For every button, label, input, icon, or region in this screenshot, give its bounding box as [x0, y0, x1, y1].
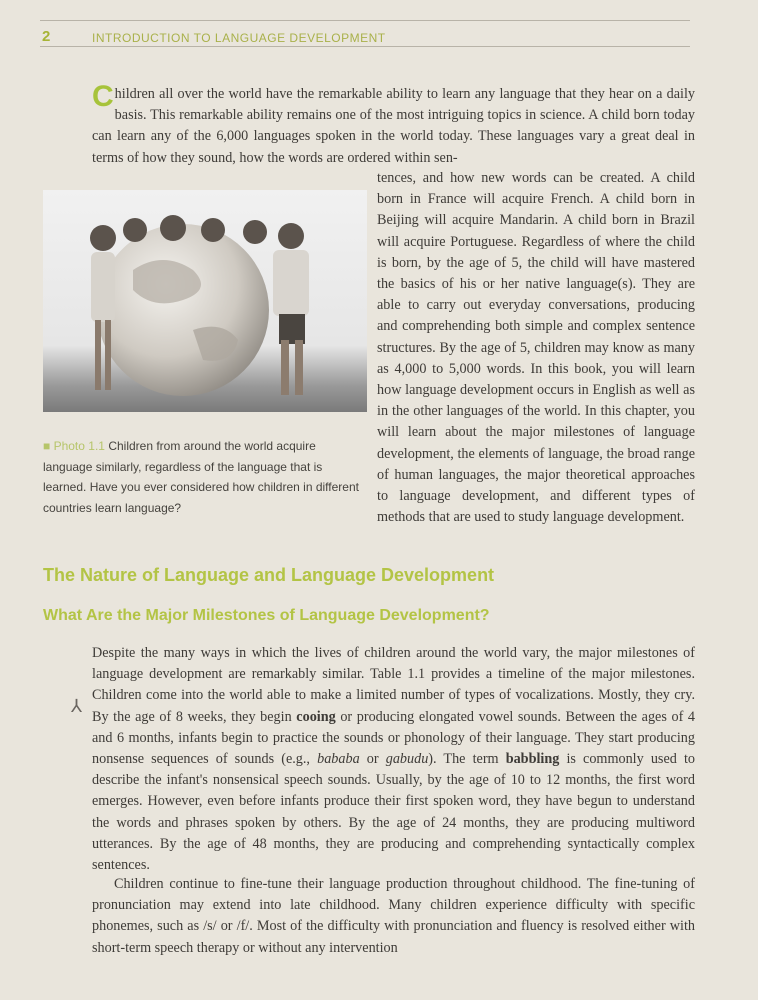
finetuning-paragraph	[92, 874, 695, 959]
term-babbling: babbling	[505, 751, 560, 768]
para2-text-2: or producing elongated vowel sounds. Between the ages of 4 and 6 months, infants begin to practice the sounds or phonology of their language. They start producing nonsense sequences of sounds (e.g.,	[92, 708, 695, 768]
para3-text: Children continue to fine-tune their language production throughout childhood. The fine-tuning of pronunciation may extend into late childhood. Many children experience difficulty with specific phonemes, such as /s/ or /f/. Most of the difficulty with pronunciation and fluency is resolved either with short-term speech therapy or without any intervention	[92, 876, 695, 956]
para2-or: or	[359, 751, 386, 768]
para2-text-1: Despite the many ways in which the lives of children around the world vary, the major milestones of language development are remarkably similar. Table 1.1 provides a timeline of the major milestones. Children come into the world able to make a limited number of types of vocalizations. Mostly, they cry. By the age of 8 weeks, they begin	[92, 645, 695, 725]
example-bababa: bababa	[317, 751, 360, 768]
caption-label: ■ Photo 1.1	[43, 439, 105, 453]
margin-annotation: ⅄	[71, 696, 82, 716]
header-rule-top	[40, 20, 690, 21]
section-subheading: What Are the Major Milestones of Language Development?	[43, 607, 490, 624]
term-cooing: cooing	[296, 708, 336, 725]
drop-cap: C	[92, 80, 114, 113]
children-globe-photo	[43, 190, 367, 412]
intro-text-column: tences, and how new words can be created. A child born in France will acquire French. A child born in Beijing will acquire Mandarin. A child born in Brazil will acquire Portuguese. Regardless of where the child is born, by the age of 5, the child will have mastered the basics of his or her native language(s). They are able to carry out everyday conversations, producing and comprehending both simple and complex sentence structures. By the age of 5, children may know as many as 4,000 to 5,000 words. In this book, you will learn how language development occurs in English as well as in the other languages of the world. In this chapter, you will learn about the major milestones of language development, the elements of language, the broad range of human languages, the major theoretical approaches to language development, and different types of methods that are used to study language development.	[377, 170, 695, 526]
milestones-paragraph	[92, 643, 695, 876]
intro-paragraph-column	[377, 168, 695, 528]
page-number: 2	[42, 28, 51, 45]
caption-text: Children from around the world acquire language similarly, regardless of the language that is learned. Have you ever considered how children in different countries learn language?	[43, 439, 359, 515]
intro-paragraph-top	[92, 80, 695, 169]
section-heading: The Nature of Language and Language Development	[43, 565, 495, 585]
intro-text-full: hildren all over the world have the remarkable ability to learn any language that they hear on a daily basis. This remarkable ability remains one of the most intriguing topics in science. A child born today can learn any of the 6,000 languages spoken in the world today. These languages vary a great deal in terms of how they sound, how the words are ordered within sen-	[92, 86, 695, 166]
header-rule-bottom	[40, 46, 690, 47]
running-title: INTRODUCTION TO LANGUAGE DEVELOPMENT	[92, 31, 386, 45]
para2-text-4: is commonly used to describe the infant's nonsensical speech sounds. Usually, by the age of 10 to 12 months, the first word emerges. However, even before infants produce their first spoken word, they have begun to understand the words and phrases spoken by others. By the age of 24 months, they are producing multiword utterances. By the age of 48 months, they are producing and comprehending syntactically complex sentences.	[92, 751, 695, 874]
photo-illustration	[43, 190, 367, 412]
para2-text-3: ). The term	[428, 751, 506, 768]
example-gabudu: gabudu	[385, 751, 429, 768]
photo-caption	[43, 436, 363, 518]
